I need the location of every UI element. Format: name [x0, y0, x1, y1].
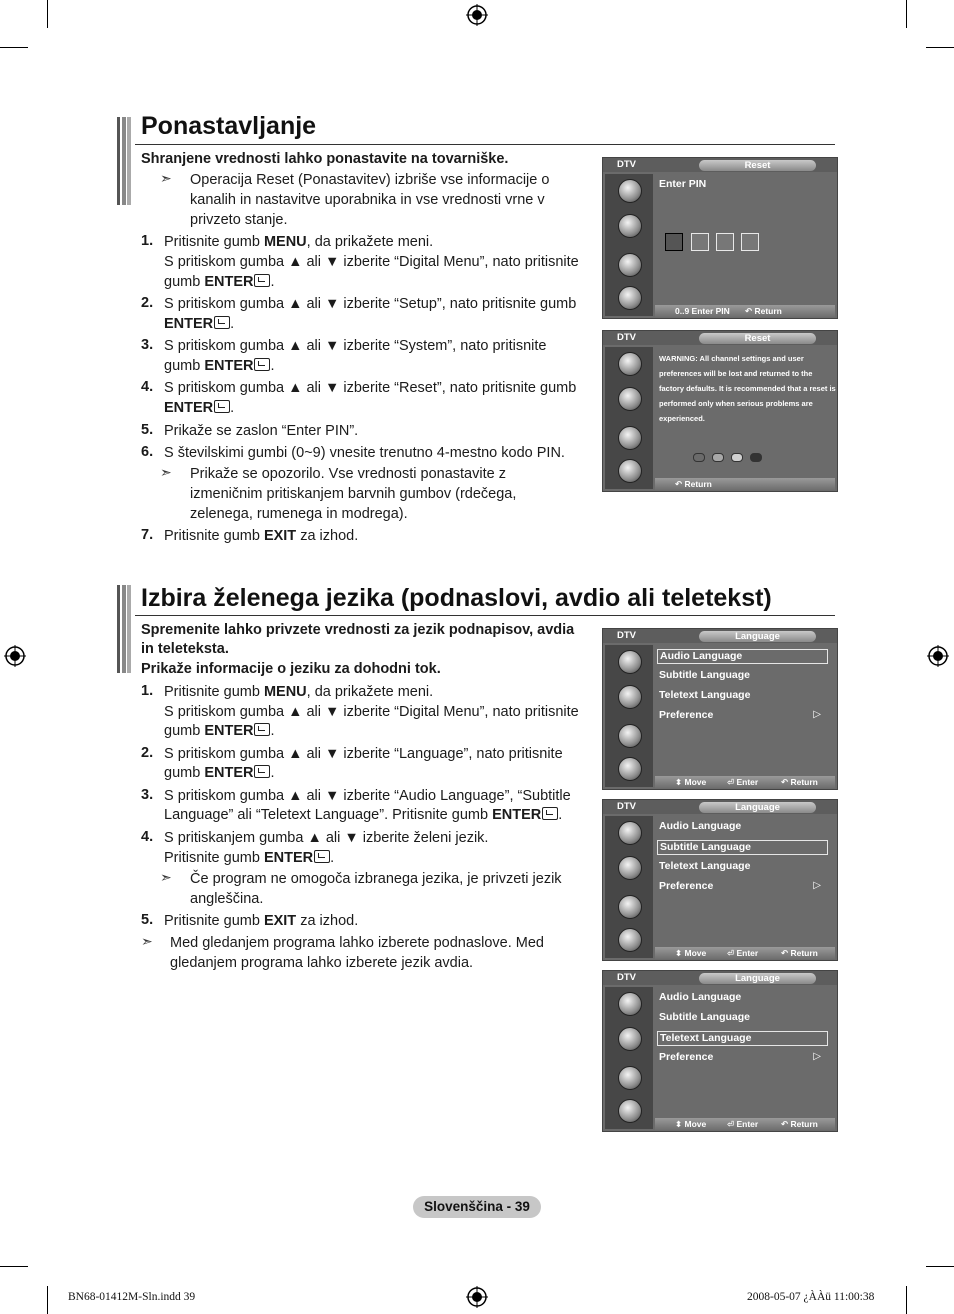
registration-mark-icon: [4, 645, 26, 667]
move-hint: ⬍ Move: [675, 1119, 707, 1129]
step-number: 2.: [141, 295, 154, 311]
input-icon: [618, 459, 642, 483]
note-arrow-icon: ➣: [160, 170, 172, 186]
return-hint: ↶ Return: [781, 777, 818, 787]
language-menu-item[interactable]: Teletext Language: [659, 689, 751, 701]
crop-mark: [0, 1266, 28, 1267]
note-line: Med gledanjem programa lahko izberete podnaslove. Med: [170, 935, 544, 951]
step-number: 7.: [141, 527, 154, 543]
blue-button-dot: [750, 453, 762, 462]
tv-footer: [655, 776, 835, 788]
tv-dtv-label: DTV: [617, 332, 636, 343]
tv-screen-reset-warning: [602, 330, 838, 492]
tv-footer: [655, 1118, 835, 1130]
move-hint: ⬍ Move: [675, 777, 707, 787]
step-number: 4.: [141, 379, 154, 395]
tv-main-panel: [655, 645, 835, 775]
tv-main-panel: [655, 347, 835, 477]
picture-icon: [618, 1027, 642, 1051]
setup-icon: [618, 724, 642, 748]
input-icon: [618, 286, 642, 310]
crop-mark: [926, 47, 954, 48]
enter-pin-hint: 0..9 Enter PIN: [675, 306, 730, 316]
step-line: S pritiskanjem gumba ▲ ali ▼ izberite želeni jezik.: [164, 830, 489, 846]
red-button-dot: [693, 453, 705, 462]
step-line: S pritiskom gumba ▲ ali ▼ izberite “Reset”, nato pritisnite gumb: [164, 380, 577, 396]
step-line: gumb ENTER .: [164, 274, 275, 290]
tv-screen-language: [602, 970, 838, 1132]
picture-icon: [618, 214, 642, 238]
tv-top-bar: [603, 158, 837, 172]
language-menu-item[interactable]: Subtitle Language: [659, 1011, 751, 1023]
picture-icon: [618, 387, 642, 411]
tv-main-panel: [655, 174, 835, 304]
section-rule: [135, 615, 835, 616]
return-hint: ↶ Return: [745, 306, 782, 316]
enter-hint: ⏎ Enter: [727, 948, 759, 958]
move-hint: ⬍ Move: [675, 948, 707, 958]
tv-sidebar: [605, 645, 653, 787]
tv-screen-enter-pin: [602, 157, 838, 319]
enter-icon: [254, 358, 270, 371]
section-title: Ponastavljanje: [141, 112, 317, 140]
step-number: 1.: [141, 233, 154, 249]
crop-mark: [926, 1266, 954, 1267]
section-intro: Spremenite lahko privzete vrednosti za jezik podnapisov, avdia: [141, 622, 575, 638]
tv-main-panel: [655, 816, 835, 946]
tv-footer: [655, 478, 835, 490]
tv-top-bar: [603, 629, 837, 643]
registration-mark-icon: [466, 1286, 488, 1308]
enter-icon: [542, 807, 558, 820]
tv-top-bar: [603, 331, 837, 345]
note-line: zelenega, rumenega in modrega).: [190, 506, 408, 522]
language-menu-item[interactable]: Subtitle Language: [659, 669, 751, 681]
note-line: Če program ne omogoča izbranega jezika, je privzeti jezik: [190, 871, 562, 887]
tv-dtv-label: DTV: [617, 630, 636, 641]
picture-icon: [618, 685, 642, 709]
step-line: gumb ENTER .: [164, 765, 275, 781]
note-arrow-icon: ➣: [160, 869, 172, 885]
tv-footer: [655, 947, 835, 959]
channel-icon: [618, 179, 642, 203]
crop-mark: [906, 1286, 907, 1314]
tv-dtv-label: DTV: [617, 972, 636, 983]
step-line: Pritisnite gumb EXIT za izhod.: [164, 913, 359, 929]
section-marker: [117, 117, 131, 205]
input-icon: [618, 757, 642, 781]
step-number: 2.: [141, 745, 154, 761]
step-line: S pritiskom gumba ▲ ali ▼ izberite “Setup”, nato pritisnite gumb: [164, 296, 577, 312]
tv-sidebar: [605, 347, 653, 489]
tv-screen-language: [602, 628, 838, 790]
note-line: Operacija Reset (Ponastavitev) izbriše vse informacije o: [190, 172, 550, 188]
setup-icon: [618, 253, 642, 277]
language-menu-item[interactable]: Subtitle Language: [657, 840, 828, 855]
step-line: S pritiskom gumba ▲ ali ▼ izberite “Audio Language”, “Subtitle: [164, 788, 571, 804]
crop-mark: [47, 1286, 48, 1314]
channel-icon: [618, 992, 642, 1016]
pin-digit-box[interactable]: [716, 233, 734, 251]
channel-icon: [618, 352, 642, 376]
step-number: 5.: [141, 422, 154, 438]
tv-menu-title: Language: [699, 631, 816, 642]
step-line: ENTER .: [164, 316, 235, 332]
tv-footer: [655, 305, 835, 317]
language-menu-item[interactable]: Preference: [659, 880, 714, 892]
section-rule: [135, 144, 835, 145]
tv-menu-title: Language: [699, 973, 816, 984]
note-line: angleščina.: [190, 891, 264, 907]
page-number-badge: Slovenščina - 39: [413, 1196, 541, 1218]
step-line: Pritisnite gumb MENU, da prikažete meni.: [164, 234, 434, 250]
step-number: 1.: [141, 683, 154, 699]
step-line: S številskimi gumbi (0~9) vnesite trenutno 4-mestno kodo PIN.: [164, 445, 565, 461]
tv-dtv-label: DTV: [617, 801, 636, 812]
tv-menu-title: Language: [699, 802, 816, 813]
step-number: 5.: [141, 912, 154, 928]
section-intro: Prikaže informacije o jeziku za dohodni tok.: [141, 661, 441, 677]
tv-top-bar: [603, 800, 837, 814]
submenu-arrow-icon: ▷: [813, 1051, 821, 1062]
return-hint: ↶ Return: [675, 479, 712, 489]
section-intro: in teleteksta.: [141, 641, 229, 657]
enter-hint: ⏎ Enter: [727, 1119, 759, 1129]
print-slug-right: 2008-05-07 ¿ÀÀü 11:00:38: [747, 1291, 875, 1303]
step-line: S pritiskom gumba ▲ ali ▼ izberite “System”, nato pritisnite: [164, 338, 547, 354]
language-menu-item[interactable]: Audio Language: [659, 991, 742, 1003]
registration-mark-icon: [927, 645, 949, 667]
step-line: S pritiskom gumba ▲ ali ▼ izberite “Digital Menu”, nato pritisnite: [164, 254, 579, 270]
tv-dtv-label: DTV: [617, 159, 636, 170]
pin-digit-box[interactable]: [665, 233, 683, 251]
note-line: gledanjem programa lahko izberete jezik avdia.: [170, 955, 474, 971]
language-menu-item[interactable]: Audio Language: [659, 820, 742, 832]
language-menu-item[interactable]: Teletext Language: [659, 860, 751, 872]
section-intro: Shranjene vrednosti lahko ponastavite na tovarniške.: [141, 151, 509, 167]
input-icon: [618, 1099, 642, 1123]
tv-screen-language: [602, 799, 838, 961]
language-menu-item[interactable]: Preference: [659, 709, 714, 721]
tv-sidebar: [605, 816, 653, 958]
step-line: S pritiskom gumba ▲ ali ▼ izberite “Digital Menu”, nato pritisnite: [164, 704, 579, 720]
note-arrow-icon: ➣: [160, 464, 172, 480]
enter-icon: [214, 400, 230, 413]
step-line: Pritisnite gumb ENTER .: [164, 850, 335, 866]
return-hint: ↶ Return: [781, 1119, 818, 1129]
note-line: izmeničnim pritiskanjem barvnih gumbov (rdečega,: [190, 486, 517, 502]
tv-menu-title: Reset: [699, 333, 816, 344]
step-number: 6.: [141, 444, 154, 460]
step-number: 3.: [141, 787, 154, 803]
submenu-arrow-icon: ▷: [813, 880, 821, 891]
step-line: gumb ENTER .: [164, 358, 275, 374]
setup-icon: [618, 426, 642, 450]
tv-sidebar: [605, 174, 653, 316]
setup-icon: [618, 895, 642, 919]
reset-warning-text: WARNING: All channel settings and user preferences will be lost and returned to the factory defaults. It is recommended that a reset is performed only when serious problems are experienced.: [659, 354, 836, 423]
print-slug-left: BN68-01412M-Sln.indd 39: [68, 1291, 196, 1303]
section-marker: [117, 585, 131, 673]
step-line: Pritisnite gumb EXIT za izhod.: [164, 528, 359, 544]
step-line: Pritisnite gumb MENU, da prikažete meni.: [164, 684, 434, 700]
step-line: Prikaže se zaslon “Enter PIN”.: [164, 423, 359, 439]
language-menu-item[interactable]: Audio Language: [657, 649, 828, 664]
tv-main-panel: [655, 987, 835, 1117]
tv-menu-title: Reset: [699, 160, 816, 171]
registration-mark-icon: [466, 4, 488, 26]
language-menu-item[interactable]: Preference: [659, 1051, 714, 1063]
note-line: kanalih in nastavitve uporabnika in vse vrednosti vrne v: [190, 192, 545, 208]
step-line: Language” ali “Teletext Language”. Pritisnite gumb ENTER .: [164, 807, 563, 823]
enter-icon: [314, 850, 330, 863]
step-line: S pritiskom gumba ▲ ali ▼ izberite “Language”, nato pritisnite: [164, 746, 563, 762]
crop-mark: [47, 0, 48, 28]
note-line: privzeto stanje.: [190, 212, 288, 228]
pin-digit-box[interactable]: [691, 233, 709, 251]
note-arrow-icon: ➣: [141, 933, 153, 949]
enter-icon: [254, 765, 270, 778]
step-number: 4.: [141, 829, 154, 845]
setup-icon: [618, 1066, 642, 1090]
crop-mark: [906, 0, 907, 28]
language-menu-item[interactable]: Teletext Language: [657, 1031, 828, 1046]
tv-top-bar: [603, 971, 837, 985]
enter-hint: ⏎ Enter: [727, 777, 759, 787]
step-line: gumb ENTER .: [164, 723, 275, 739]
channel-icon: [618, 821, 642, 845]
enter-icon: [214, 316, 230, 329]
enter-icon: [254, 274, 270, 287]
input-icon: [618, 928, 642, 952]
section-title: Izbira želenega jezika (podnaslovi, avdio ali teletekst): [141, 584, 772, 612]
tv-sidebar: [605, 987, 653, 1129]
pin-digit-box[interactable]: [741, 233, 759, 251]
crop-mark: [0, 47, 28, 48]
picture-icon: [618, 856, 642, 880]
step-number: 3.: [141, 337, 154, 353]
submenu-arrow-icon: ▷: [813, 709, 821, 720]
green-button-dot: [712, 453, 724, 462]
yellow-button-dot: [731, 453, 743, 462]
enter-icon: [254, 723, 270, 736]
note-line: Prikaže se opozorilo. Vse vrednosti ponastavite z: [190, 466, 506, 482]
step-line: ENTER .: [164, 400, 235, 416]
channel-icon: [618, 650, 642, 674]
enter-pin-label: Enter PIN: [659, 178, 707, 190]
return-hint: ↶ Return: [781, 948, 818, 958]
